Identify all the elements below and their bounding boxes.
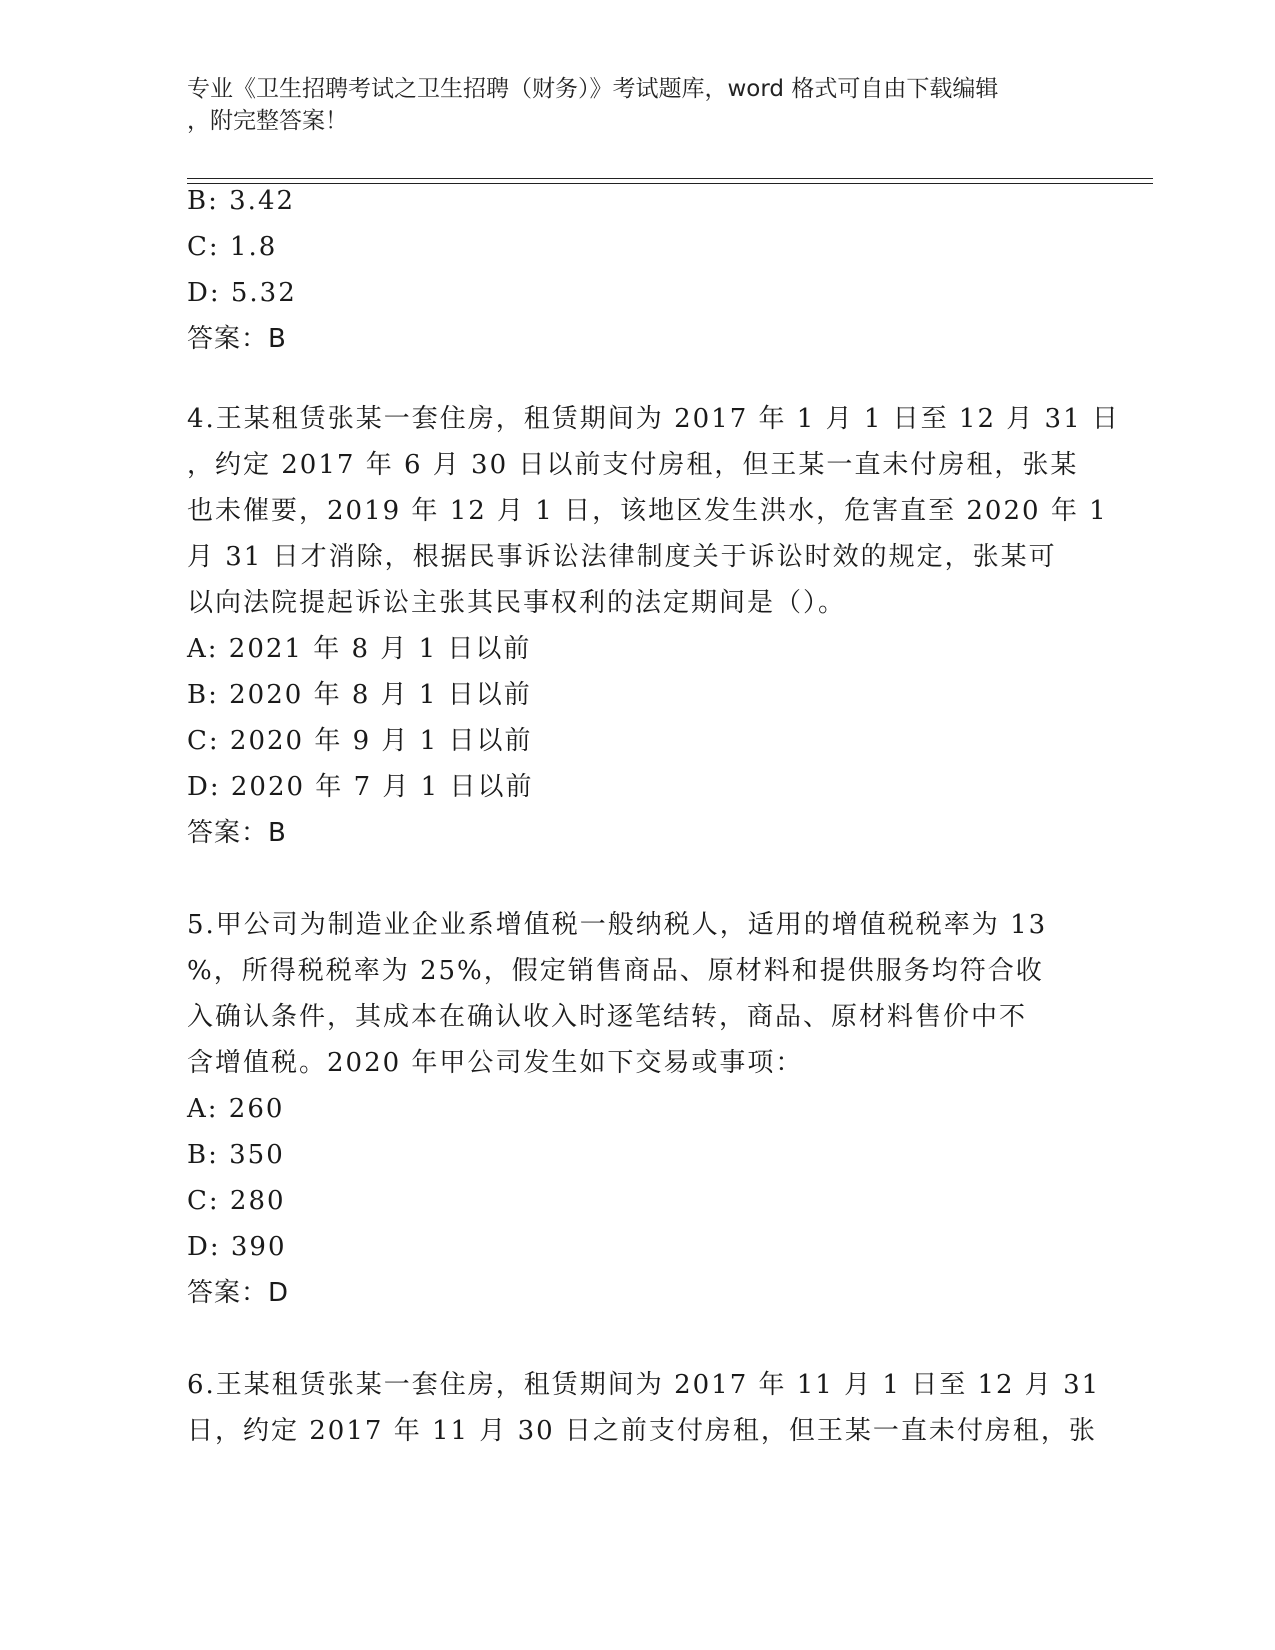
question-3-tail [187, 178, 1067, 362]
answer-line: 答案：D [187, 1278, 290, 1308]
question-text-line: 5.甲公司为制造业企业系增值税一般纳税人，适用的增值税税率为 13 [187, 910, 1048, 940]
question-text-line: ，约定 2017 年 6 月 30 日以前支付房租，但王某一直未付房租，张某 [187, 450, 1079, 480]
header-line-2: ，附完整答案！ [187, 108, 348, 134]
document-header [187, 73, 1067, 137]
question-text-line: 日，约定 2017 年 11 月 30 日之前支付房租，但王某一直未付房租，张 [187, 1416, 1097, 1446]
option-c: C: 1.8 [187, 232, 278, 262]
option-d: D: 2020 年 7 月 1 日以前 [187, 772, 534, 802]
option-a: A: 260 [187, 1094, 285, 1124]
question-text-line: 以向法院提起诉讼主张其民事权利的法定期间是（）。 [187, 588, 847, 618]
question-text-line: 入确认条件，其成本在确认收入时逐笔结转，商品、原材料售价中不 [187, 1002, 1028, 1032]
question-text-line: 也未催要，2019 年 12 月 1 日，该地区发生洪水，危害直至 2020 年 1 [187, 496, 1108, 526]
option-b: B: 3.42 [187, 186, 296, 216]
question-5 [187, 902, 1067, 1316]
question-6 [187, 1362, 1101, 1454]
option-c: C: 280 [187, 1186, 286, 1216]
answer-line: 答案：B [187, 324, 287, 354]
option-a: A: 2021 年 8 月 1 日以前 [187, 634, 532, 664]
header-line-1: 专业《卫生招聘考试之卫生招聘（财务）》考试题库，word 格式可自由下载编辑 [187, 76, 999, 102]
question-text-line: %，所得税税率为 25%，假定销售商品、原材料和提供服务均符合收 [187, 956, 1044, 986]
question-text-line: 含增值税。2020 年甲公司发生如下交易或事项： [187, 1048, 804, 1078]
question-text-line: 4.王某租赁张某一套住房，租赁期间为 2017 年 1 月 1 日至 12 月 31 日 [187, 404, 1120, 434]
option-b: B: 350 [187, 1140, 285, 1170]
question-text-line: 月 31 日才消除，根据民事诉讼法律制度关于诉讼时效的规定，张某可 [187, 542, 1057, 572]
option-d: D: 390 [187, 1232, 287, 1262]
option-c: C: 2020 年 9 月 1 日以前 [187, 726, 533, 756]
option-b: B: 2020 年 8 月 1 日以前 [187, 680, 532, 710]
option-d: D: 5.32 [187, 278, 297, 308]
question-4 [187, 396, 1120, 856]
question-text-line: 6.王某租赁张某一套住房，租赁期间为 2017 年 11 月 1 日至 12 月 31 [187, 1370, 1101, 1400]
answer-line: 答案：B [187, 818, 287, 848]
